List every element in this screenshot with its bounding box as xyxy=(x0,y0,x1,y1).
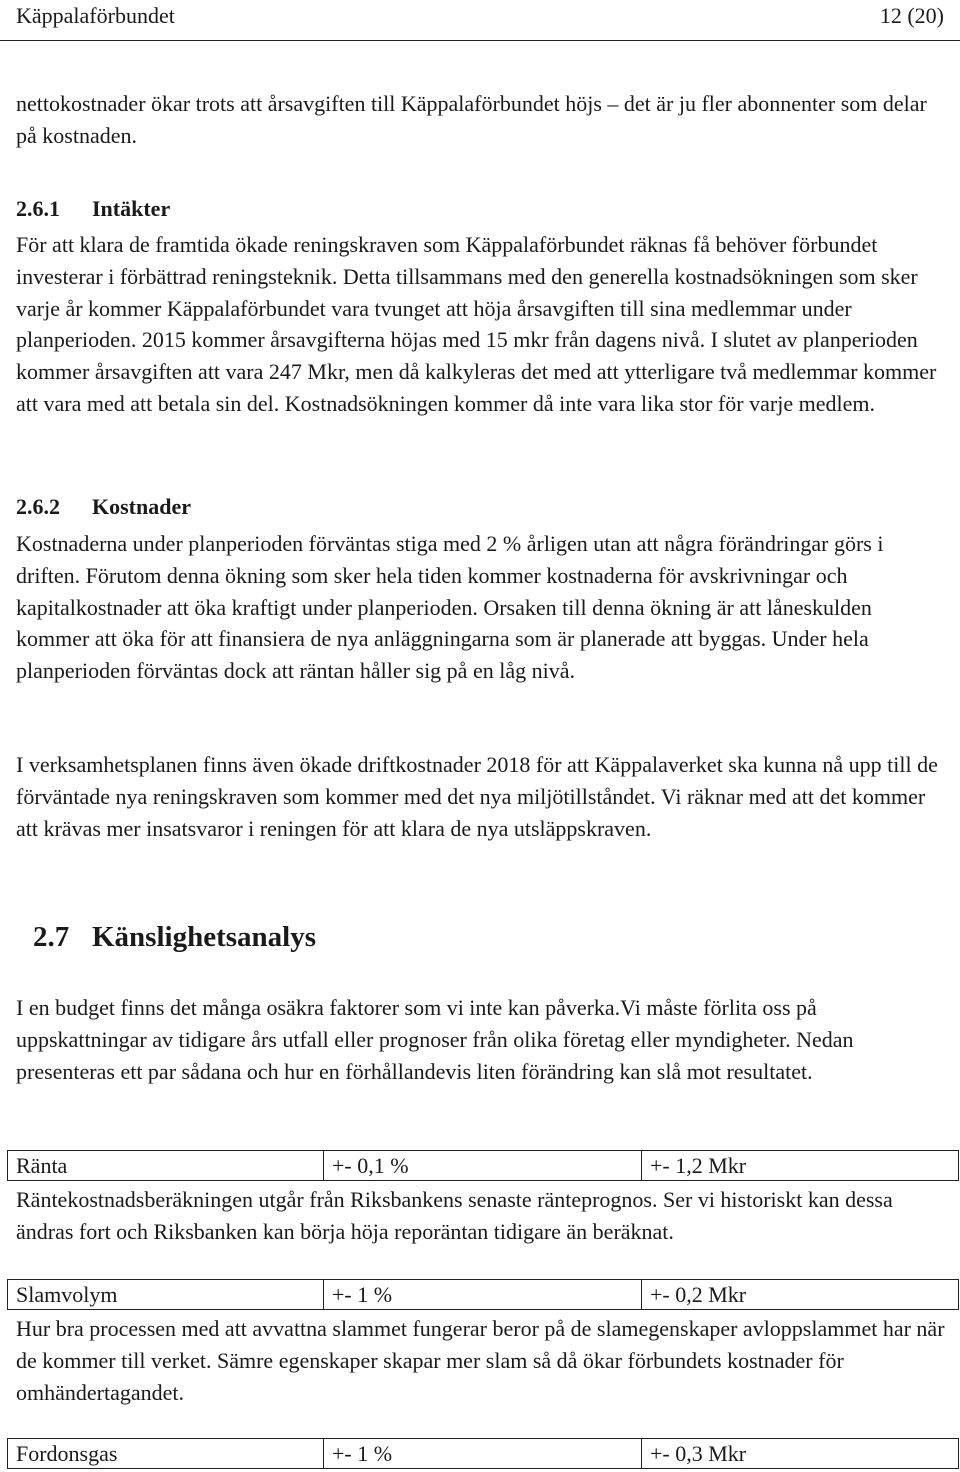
intakter-paragraph: För att klara de framtida ökade reningskraven som Käppalaförbundet räknas få behöver förbundet investerar i förbättrad reningsteknik. Detta tillsammans med den generella kostnadsökningen som sker varje år kommer Käppalaförbundet vara tvunget att höja årsavgiften till sina medlemmar under planperioden. 2015 kommer årsavgifterna höjas med 15 mkr från dagens nivå. I slutet av planperioden kommer årsavgiften att vara 247 Mkr, men då kalkyleras det med att ytterligare två medlemmar kommer att vara med att betala sin del. Kostnadsökningen kommer då inte vara lika stor för varje medlem. xyxy=(16,232,937,416)
factor-cell: Slamvolym xyxy=(8,1280,324,1309)
section-title: Intäkter xyxy=(92,196,171,221)
section-heading-2-7 xyxy=(33,917,316,957)
section-number: 2.7 xyxy=(33,921,70,953)
section-title: Känslighetsanalys xyxy=(92,921,316,953)
intro-paragraph: nettokostnader ökar trots att årsavgiften till Käppalaförbundet höjs – det är ju fler abonnenter som delar på kostnaden. xyxy=(16,91,927,148)
kanslighet-paragraph: I en budget finns det många osäkra faktorer som vi inte kan påverka.Vi måste förlita oss på uppskattningar av tidigare års utfall eller prognoser från olika företag eller myndigheter. Nedan presenteras ett par sådana och hur en förhållandevis liten förändring kan slå mot resultatet. xyxy=(16,995,854,1084)
sensitivity-note: Räntekostnadsberäkningen utgår från Riksbankens senaste ränteprognos. Ser vi historiskt kan dessa ändras fort och Riksbanken kan börja höja reporäntan tidigare än beräknat. xyxy=(16,1187,893,1244)
header-title: Käppalaförbundet xyxy=(16,3,175,28)
factor-cell: Fordonsgas xyxy=(8,1439,324,1468)
kostnader-paragraph-2: I verksamhetsplanen finns även ökade driftkostnader 2018 för att Käppalaverket ska kunna nå upp till de förväntade nya reningskraven som kommer med det nya miljötillståndet. Vi räknar med att det kommer att krävas mer insatsvaror i reningen för att klara de nya utsläppskraven. xyxy=(16,752,938,841)
kostnader-paragraph: Kostnaderna under planperioden förväntas stiga med 2 % årligen utan att några förändringar görs i driften. Förutom denna ökning som sker hela tiden kommer kostnaderna för avskrivningar och kapitalkostnader att öka kraftigt under planperioden. Orsaken till denna ökning är att låneskulden kommer att öka för att finansiera de nya anläggningarna som är planerade att byggas. Under hela planperioden förväntas dock att räntan håller sig på en låg nivå. xyxy=(16,531,884,684)
impact-cell: +- 0,2 Mkr xyxy=(650,1282,747,1307)
section-title: Kostnader xyxy=(92,494,191,519)
change-cell: +- 1 % xyxy=(324,1280,642,1309)
section-number: 2.6.1 xyxy=(16,196,60,221)
impact-cell: +- 1,2 Mkr xyxy=(650,1153,747,1178)
change-cell: +- 1 % xyxy=(324,1439,642,1468)
sensitivity-row xyxy=(7,1150,959,1181)
page-header xyxy=(0,0,960,41)
sensitivity-note: Hur bra processen med att avvattna slammet fungerar beror på de slamegenskaper avloppslammet har när de kommer till verket. Sämre egenskaper skapar mer slam så då ökar förbundets kostnader för omhändertagandet. xyxy=(16,1316,945,1405)
page-number: 12 (20) xyxy=(879,3,944,28)
change-cell: +- 0,1 % xyxy=(324,1151,642,1180)
impact-cell: +- 0,3 Mkr xyxy=(650,1441,747,1466)
section-number: 2.6.2 xyxy=(16,494,60,519)
section-heading-2-6-1 xyxy=(16,193,170,224)
sensitivity-row xyxy=(7,1279,959,1310)
factor-cell: Ränta xyxy=(8,1151,324,1180)
section-heading-2-6-2 xyxy=(16,491,191,522)
sensitivity-row xyxy=(7,1438,959,1469)
